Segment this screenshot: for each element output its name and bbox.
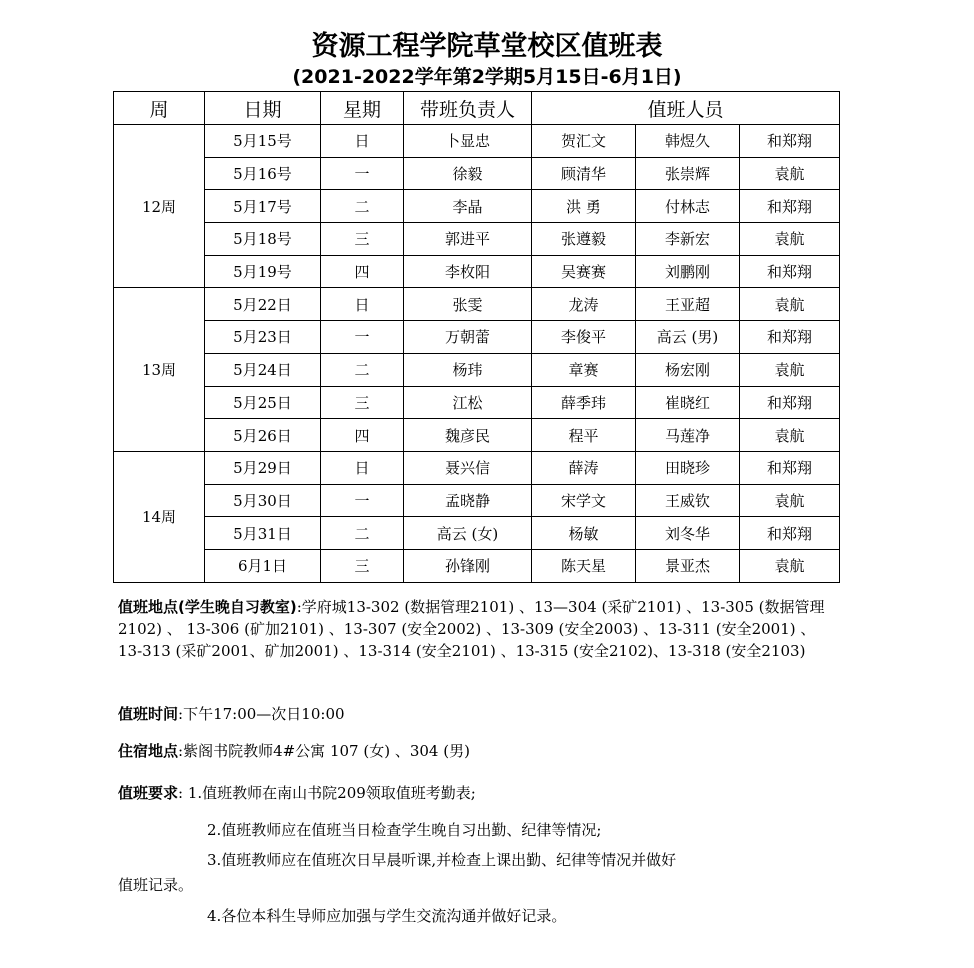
- date-cell: 5月16号: [205, 157, 321, 190]
- date-cell: 5月19号: [205, 255, 321, 288]
- date-cell: 5月15号: [205, 125, 321, 158]
- weekday-cell: 一: [321, 484, 404, 517]
- date-cell: 5月29日: [205, 451, 321, 484]
- staff-cell: 和郑翔: [740, 451, 840, 484]
- staff-cell: 张崇辉: [636, 157, 740, 190]
- duty-time-text: :下午17:00—次日10:00: [178, 705, 345, 723]
- staff-cell: 张遵毅: [532, 223, 636, 256]
- table-row: [114, 353, 840, 386]
- staff-cell: 程平: [532, 419, 636, 452]
- week-cell: 14周: [114, 451, 205, 582]
- staff-cell: 顾清华: [532, 157, 636, 190]
- lodging-location: [118, 740, 838, 762]
- staff-cell: 陈天星: [532, 549, 636, 582]
- table-row: [114, 549, 840, 582]
- table-row: [114, 517, 840, 550]
- table-row: [114, 190, 840, 223]
- table-header-row: [114, 92, 840, 125]
- requirement-item: 3.值班教师应在值班次日早晨听课,并检查上课出勤、纪律等情况并做好: [207, 851, 677, 869]
- leader-cell: 徐毅: [404, 157, 532, 190]
- duty-location-label: 值班地点(学生晚自习教室): [118, 598, 297, 616]
- date-cell: 5月17号: [205, 190, 321, 223]
- staff-cell: 景亚杰: [636, 549, 740, 582]
- staff-cell: 龙涛: [532, 288, 636, 321]
- weekday-cell: 三: [321, 549, 404, 582]
- leader-cell: 郭进平: [404, 223, 532, 256]
- table-row: [114, 484, 840, 517]
- staff-cell: 田晓珍: [636, 451, 740, 484]
- weekday-cell: 三: [321, 386, 404, 419]
- leader-cell: 杨玮: [404, 353, 532, 386]
- table-row: [114, 255, 840, 288]
- table-row: [114, 157, 840, 190]
- leader-cell: 卜显忠: [404, 125, 532, 158]
- staff-cell: 章赛: [532, 353, 636, 386]
- date-cell: 5月18号: [205, 223, 321, 256]
- weekday-cell: 日: [321, 451, 404, 484]
- weekday-cell: 二: [321, 517, 404, 550]
- requirement-item: 2.值班教师应在值班当日检查学生晚自习出勤、纪律等情况;: [207, 821, 602, 839]
- leader-cell: 聂兴信: [404, 451, 532, 484]
- weekday-cell: 日: [321, 288, 404, 321]
- weekday-cell: 二: [321, 353, 404, 386]
- staff-cell: 杨宏刚: [636, 353, 740, 386]
- staff-cell: 和郑翔: [740, 190, 840, 223]
- staff-cell: 刘冬华: [636, 517, 740, 550]
- staff-cell: 王威钦: [636, 484, 740, 517]
- page-title: 资源工程学院草堂校区值班表: [311, 31, 663, 62]
- staff-cell: 王亚超: [636, 288, 740, 321]
- week-cell: 12周: [114, 125, 205, 288]
- requirements-label: 值班要求: [118, 784, 179, 802]
- staff-cell: 和郑翔: [740, 255, 840, 288]
- leader-cell: 孟晓静: [404, 484, 532, 517]
- table-row: [114, 321, 840, 354]
- date-cell: 5月22日: [205, 288, 321, 321]
- duty-location-text: :学府城13-302 (数据管理2101) 、13—304 (采矿2101) 、13-305 (数据管理2102) 、 13-306 (矿加2101) 、13-307 (安全2002) 、13-309 (安全2003) 、13-311 (安全2001) 、13-313 (采矿2001、矿加2001) 、13-314 (安全2101) 、13-315 (安全2102)、13-318 (安全2103): [118, 598, 825, 660]
- weekday-cell: 四: [321, 419, 404, 452]
- page-subtitle: (2021-2022学年第2学期5月15日-6月1日): [292, 66, 682, 88]
- date-cell: 5月31日: [205, 517, 321, 550]
- header-leader: 带班负责人: [404, 92, 532, 125]
- staff-cell: 袁航: [740, 157, 840, 190]
- staff-cell: 李新宏: [636, 223, 740, 256]
- staff-cell: 宋学文: [532, 484, 636, 517]
- weekday-cell: 四: [321, 255, 404, 288]
- staff-cell: 杨敏: [532, 517, 636, 550]
- lodging-label: 住宿地点: [118, 742, 179, 760]
- staff-cell: 洪 勇: [532, 190, 636, 223]
- table-row: [114, 386, 840, 419]
- duty-location: [118, 596, 838, 662]
- duty-table: [113, 91, 840, 583]
- staff-cell: 付林志: [636, 190, 740, 223]
- week-cell: 13周: [114, 288, 205, 451]
- weekday-cell: 一: [321, 321, 404, 354]
- staff-cell: 李俊平: [532, 321, 636, 354]
- leader-cell: 高云 (女): [404, 517, 532, 550]
- date-cell: 5月25日: [205, 386, 321, 419]
- staff-cell: 崔晓红: [636, 386, 740, 419]
- staff-cell: 和郑翔: [740, 125, 840, 158]
- weekday-cell: 一: [321, 157, 404, 190]
- staff-cell: 和郑翔: [740, 386, 840, 419]
- header-date: 日期: [205, 92, 321, 125]
- header-staff: 值班人员: [532, 92, 840, 125]
- date-cell: 5月26日: [205, 419, 321, 452]
- requirement-item: 1.值班教师在南山书院209领取值班考勤表;: [187, 784, 476, 802]
- staff-cell: 吴赛赛: [532, 255, 636, 288]
- date-cell: 5月23日: [205, 321, 321, 354]
- staff-cell: 刘鹏刚: [636, 255, 740, 288]
- date-cell: 5月30日: [205, 484, 321, 517]
- leader-cell: 李晶: [404, 190, 532, 223]
- duty-requirements: 值班要求: 1.值班教师在南山书院209领取值班考勤表;: [118, 784, 476, 802]
- table-row: [114, 223, 840, 256]
- table-row: [114, 125, 840, 158]
- staff-cell: 薛季玮: [532, 386, 636, 419]
- staff-cell: 和郑翔: [740, 517, 840, 550]
- leader-cell: 张雯: [404, 288, 532, 321]
- header-week: 周: [114, 92, 205, 125]
- staff-cell: 高云 (男): [636, 321, 740, 354]
- date-cell: 5月24日: [205, 353, 321, 386]
- staff-cell: 袁航: [740, 484, 840, 517]
- leader-cell: 万朝蕾: [404, 321, 532, 354]
- lodging-text: :紫阁书院教师4#公寓 107 (女) 、304 (男): [178, 742, 470, 760]
- duty-time-label: 值班时间: [118, 705, 179, 723]
- staff-cell: 薛涛: [532, 451, 636, 484]
- date-cell: 6月1日: [205, 549, 321, 582]
- staff-cell: 袁航: [740, 288, 840, 321]
- staff-cell: 韩煜久: [636, 125, 740, 158]
- weekday-cell: 三: [321, 223, 404, 256]
- staff-cell: 袁航: [740, 549, 840, 582]
- requirement-item: 4.各位本科生导师应加强与学生交流沟通并做好记录。: [207, 907, 567, 925]
- requirement-item: 值班记录。: [118, 876, 194, 894]
- table-row: [114, 451, 840, 484]
- leader-cell: 江松: [404, 386, 532, 419]
- leader-cell: 孙锋刚: [404, 549, 532, 582]
- header-weekday: 星期: [321, 92, 404, 125]
- staff-cell: 贺汇文: [532, 125, 636, 158]
- staff-cell: 和郑翔: [740, 321, 840, 354]
- staff-cell: 袁航: [740, 419, 840, 452]
- table-row: [114, 288, 840, 321]
- weekday-cell: 日: [321, 125, 404, 158]
- leader-cell: 李枚阳: [404, 255, 532, 288]
- duty-time: [118, 703, 838, 725]
- staff-cell: 袁航: [740, 223, 840, 256]
- staff-cell: 袁航: [740, 353, 840, 386]
- staff-cell: 马莲净: [636, 419, 740, 452]
- table-row: [114, 419, 840, 452]
- leader-cell: 魏彦民: [404, 419, 532, 452]
- weekday-cell: 二: [321, 190, 404, 223]
